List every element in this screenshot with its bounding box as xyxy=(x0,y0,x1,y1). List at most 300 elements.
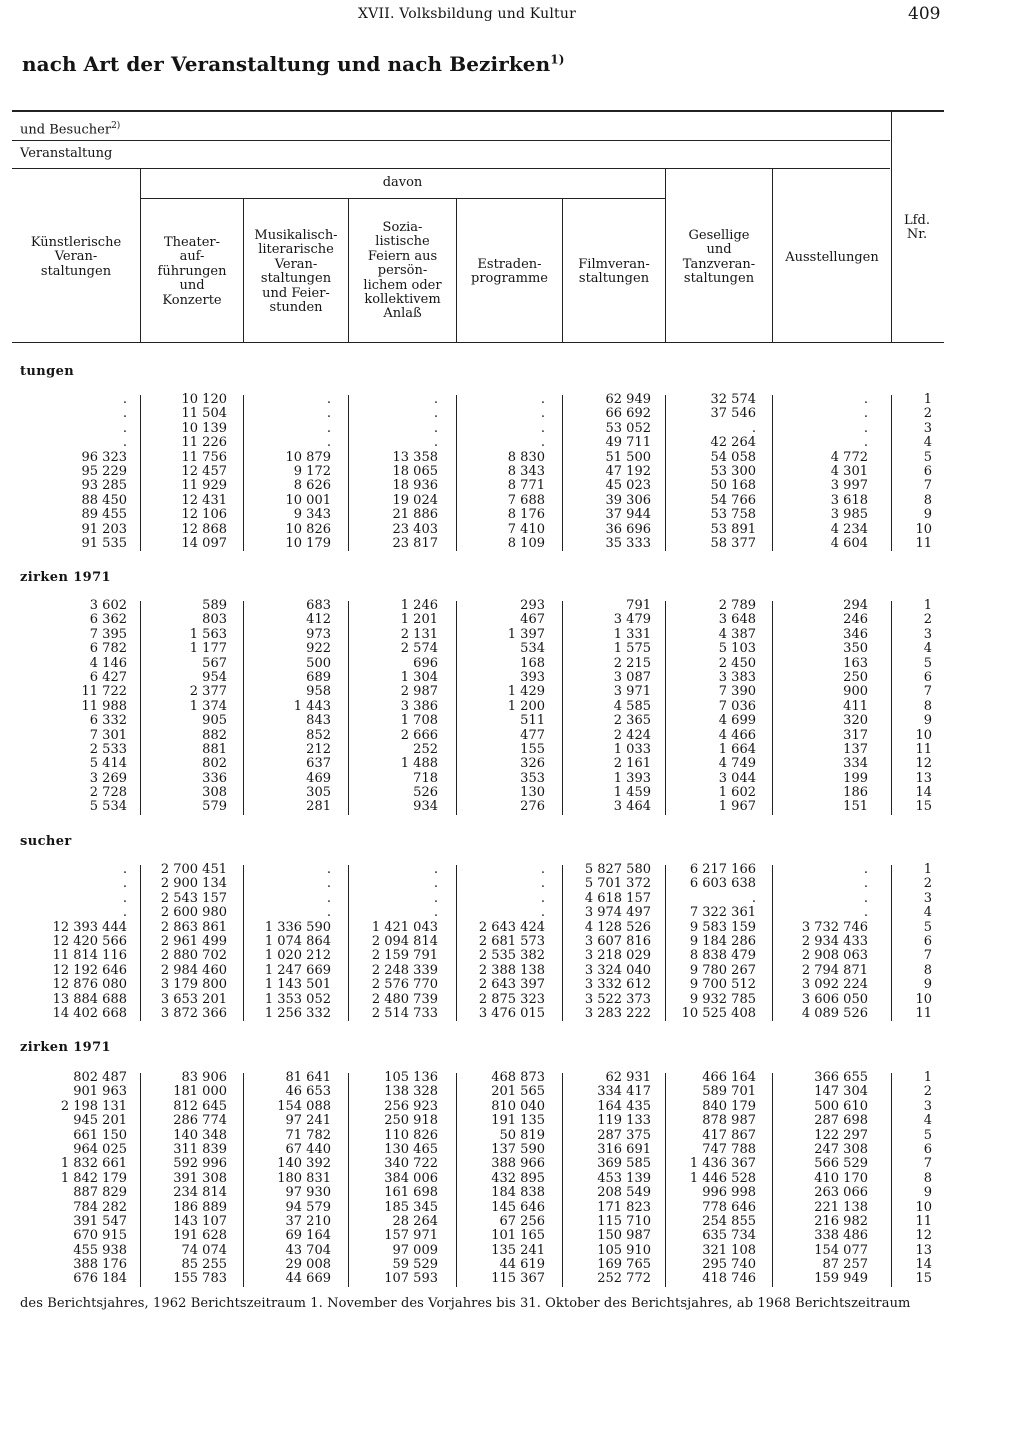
table-cell: 140 392 xyxy=(277,1156,331,1172)
table-cell: 74 074 xyxy=(181,1242,227,1258)
table-cell: 4 749 xyxy=(718,756,756,772)
table-cell: 2 875 323 xyxy=(478,991,545,1007)
table-cell: . xyxy=(122,420,127,436)
table-cell: 3 179 800 xyxy=(160,977,227,993)
table-cell: 53 891 xyxy=(710,521,756,537)
table-cell: 412 xyxy=(306,612,331,628)
table-cell: 62 931 xyxy=(605,1070,651,1085)
table-cell: . xyxy=(540,406,545,422)
table-cell: 350 xyxy=(843,641,868,657)
table-cell: 10 120 xyxy=(181,392,227,407)
table-cell: 8 830 xyxy=(507,449,545,465)
table-cell: 4 387 xyxy=(718,626,756,642)
table-cell: 11 722 xyxy=(81,684,127,700)
row-number-cell: 9 xyxy=(923,977,932,993)
row-number-cell: 15 xyxy=(915,799,932,815)
table-cell: 37 210 xyxy=(285,1213,331,1229)
table-cell: 12 106 xyxy=(181,507,227,523)
table-cell: 3 464 xyxy=(613,799,651,815)
table-cell: 250 xyxy=(843,669,868,685)
table-cell: 526 xyxy=(413,785,438,801)
table-cell: 199 xyxy=(843,770,868,786)
table-cell: 155 783 xyxy=(173,1271,227,1287)
col-header-musikalisch: Musikalisch- literarische Veran- staltungen und Feier- stunden xyxy=(254,228,338,316)
table-cell: 212 xyxy=(306,741,331,757)
table-cell: 36 696 xyxy=(605,521,651,537)
row-number-cell: 13 xyxy=(915,770,932,786)
table-cell: 843 xyxy=(306,713,331,729)
table-cell: 4 128 526 xyxy=(584,919,651,935)
table-cell: 180 831 xyxy=(277,1170,331,1186)
table-cell: . xyxy=(326,406,331,422)
row-number-cell: 3 xyxy=(923,1098,932,1114)
row-number-cell: 9 xyxy=(923,507,932,523)
table-cell: 852 xyxy=(306,727,331,743)
table-cell: 2 535 382 xyxy=(478,948,545,964)
table-cell: 53 300 xyxy=(710,463,756,479)
table-cell: 3 648 xyxy=(718,612,756,628)
data-column xyxy=(318,393,438,551)
table-cell: 14 402 668 xyxy=(52,1005,127,1021)
table-cell: 208 549 xyxy=(597,1185,651,1201)
table-cell: 130 465 xyxy=(384,1141,438,1157)
table-cell: 3 218 029 xyxy=(584,948,651,964)
data-column xyxy=(636,599,756,815)
table-cell: 567 xyxy=(202,655,227,671)
table-cell: 1 446 528 xyxy=(689,1170,756,1186)
table-cell: 12 431 xyxy=(181,492,227,508)
row-number-cell: 14 xyxy=(915,785,932,801)
table-cell: 369 585 xyxy=(597,1156,651,1172)
data-column xyxy=(531,393,651,551)
table-cell: . xyxy=(122,406,127,422)
row-number-cell: 5 xyxy=(923,655,932,671)
table-cell: . xyxy=(863,420,868,436)
table-cell: 1 563 xyxy=(189,626,227,642)
table-cell: 2 863 861 xyxy=(160,919,227,935)
table-cell: 12 876 080 xyxy=(52,977,127,993)
row-number-cell: 4 xyxy=(923,641,932,657)
page-title-footnote-mark: 1) xyxy=(550,52,565,67)
table-cell: 155 xyxy=(520,741,545,757)
table-cell: 145 646 xyxy=(491,1199,545,1215)
row-number-cell: 7 xyxy=(923,478,932,494)
data-column xyxy=(107,599,227,815)
table-cell: 12 192 646 xyxy=(52,962,127,978)
table-cell: 150 987 xyxy=(597,1228,651,1244)
table-cell: 1 459 xyxy=(613,785,651,801)
table-cell: 579 xyxy=(202,799,227,815)
table-cell: 2 131 xyxy=(400,626,438,642)
table-cell: 3 997 xyxy=(830,478,868,494)
table-cell: 81 641 xyxy=(285,1070,331,1085)
table-cell: 393 xyxy=(520,669,545,685)
row-number-cell: 2 xyxy=(923,406,932,422)
table-cell: 119 133 xyxy=(597,1113,651,1129)
table-cell: 1 967 xyxy=(718,799,756,815)
table-cell: 388 966 xyxy=(491,1156,545,1172)
table-cell: 11 988 xyxy=(81,698,127,714)
table-cell: 138 328 xyxy=(384,1084,438,1100)
table-cell: 317 xyxy=(843,727,868,743)
table-cell: 49 711 xyxy=(605,435,651,451)
table-cell: 8 343 xyxy=(507,463,545,479)
table-cell: 996 998 xyxy=(702,1185,756,1201)
table-cell: 276 xyxy=(520,799,545,815)
table-cell: 9 932 785 xyxy=(689,991,756,1007)
table-cell: 2 574 xyxy=(400,641,438,657)
table-cell: 44 669 xyxy=(285,1271,331,1287)
row-number-cell: 8 xyxy=(923,962,932,978)
table-cell: 5 534 xyxy=(89,799,127,815)
table-cell: . xyxy=(122,905,127,921)
table-cell: 263 066 xyxy=(814,1185,868,1201)
table-cell: 6 217 166 xyxy=(689,862,756,877)
row-number-cell: 6 xyxy=(923,1141,932,1157)
table-cell: 689 xyxy=(306,669,331,685)
table-cell: 8 626 xyxy=(293,478,331,494)
table-cell: 810 040 xyxy=(491,1098,545,1114)
table-cell: . xyxy=(540,435,545,451)
table-cell: 334 xyxy=(843,756,868,772)
table-cell: 3 522 373 xyxy=(584,991,651,1007)
table-cell: 432 895 xyxy=(491,1170,545,1186)
table-cell: 305 xyxy=(306,785,331,801)
table-cell: 58 377 xyxy=(710,535,756,551)
table-cell: 840 179 xyxy=(702,1098,756,1114)
table-cell: 1 602 xyxy=(718,785,756,801)
table-cell: 2 934 433 xyxy=(801,933,868,949)
table-cell: 2 094 814 xyxy=(371,933,438,949)
table-cell: 6 427 xyxy=(89,669,127,685)
table-cell: 964 025 xyxy=(73,1141,127,1157)
header-rule-2 xyxy=(12,168,890,169)
table-cell: 10 139 xyxy=(181,420,227,436)
table-cell: 19 024 xyxy=(392,492,438,508)
section-label-visitors-years: sucher xyxy=(20,834,72,849)
table-cell: 88 450 xyxy=(81,492,127,508)
data-column xyxy=(318,863,438,1021)
table-cell: 7 410 xyxy=(507,521,545,537)
table-cell: 83 906 xyxy=(181,1070,227,1085)
table-cell: . xyxy=(540,862,545,877)
table-cell: 905 xyxy=(202,713,227,729)
col-header-gesellige: Gesellige und Tanzveran- staltungen xyxy=(682,228,756,287)
table-cell: 1 443 xyxy=(293,698,331,714)
table-cell: 23 817 xyxy=(392,535,438,551)
table-cell: 2 514 733 xyxy=(371,1005,438,1021)
page-number: 409 xyxy=(908,4,941,24)
table-cell: 2 789 xyxy=(718,598,756,613)
table-cell: 334 417 xyxy=(597,1084,651,1100)
table-cell: 455 938 xyxy=(73,1242,127,1258)
row-number-cell: 2 xyxy=(923,612,932,628)
row-number-cell: 6 xyxy=(923,463,932,479)
table-cell: 1 429 xyxy=(507,684,545,700)
table-cell: 4 772 xyxy=(830,449,868,465)
table-cell: 9 172 xyxy=(293,463,331,479)
table-cell: 500 610 xyxy=(814,1098,868,1114)
table-cell: 97 930 xyxy=(285,1185,331,1201)
row-number-cell: 6 xyxy=(923,933,932,949)
table-cell: 286 774 xyxy=(173,1113,227,1129)
table-cell: 3 653 201 xyxy=(160,991,227,1007)
header-davon: davon xyxy=(382,175,423,190)
table-cell: 2 533 xyxy=(89,741,127,757)
table-cell: 2 984 460 xyxy=(160,962,227,978)
table-cell: 1 331 xyxy=(613,626,651,642)
table-cell: 881 xyxy=(202,741,227,757)
table-cell: 1 421 043 xyxy=(371,919,438,935)
table-cell: 469 xyxy=(306,770,331,786)
data-column xyxy=(812,1071,932,1287)
table-cell: 32 574 xyxy=(710,392,756,407)
table-cell: 308 xyxy=(202,785,227,801)
table-cell: 589 701 xyxy=(702,1084,756,1100)
table-cell: 2 198 131 xyxy=(60,1098,127,1114)
row-number-cell: 3 xyxy=(923,890,932,906)
table-cell: 1 393 xyxy=(613,770,651,786)
table-cell: 802 487 xyxy=(73,1070,127,1085)
table-cell: 388 176 xyxy=(73,1257,127,1273)
row-number-cell: 3 xyxy=(923,626,932,642)
table-cell: 154 077 xyxy=(814,1242,868,1258)
table-cell: 500 xyxy=(306,655,331,671)
table-cell: 4 604 xyxy=(830,535,868,551)
row-number-cell: 10 xyxy=(915,521,932,537)
table-cell: 9 700 512 xyxy=(689,977,756,993)
table-cell: 4 466 xyxy=(718,727,756,743)
table-cell: 12 420 566 xyxy=(52,933,127,949)
table-cell: 336 xyxy=(202,770,227,786)
table-cell: 316 691 xyxy=(597,1141,651,1157)
table-cell: 2 728 xyxy=(89,785,127,801)
table-cell: 11 814 116 xyxy=(52,948,127,964)
table-cell: 105 136 xyxy=(384,1070,438,1085)
row-number-cell: 9 xyxy=(923,1185,932,1201)
table-cell: 2 543 157 xyxy=(160,890,227,906)
table-cell: 511 xyxy=(520,713,545,729)
data-column xyxy=(107,393,227,551)
table-cell: 477 xyxy=(520,727,545,743)
table-cell: . xyxy=(863,392,868,407)
header-rule-1 xyxy=(12,140,890,141)
table-cell: . xyxy=(863,862,868,877)
table-cell: 791 xyxy=(626,598,651,613)
table-cell: 254 855 xyxy=(702,1213,756,1229)
table-cell: 62 949 xyxy=(605,392,651,407)
table-cell: 8 176 xyxy=(507,507,545,523)
header-row-visitors-note: 2) xyxy=(111,121,121,131)
table-cell: 44 619 xyxy=(499,1257,545,1273)
section-label-events-years: tungen xyxy=(20,364,75,379)
table-cell: 3 974 497 xyxy=(584,905,651,921)
page-title xyxy=(22,52,565,76)
table-cell: 159 949 xyxy=(814,1271,868,1287)
table-cell: 3 092 224 xyxy=(801,977,868,993)
table-cell: 958 xyxy=(306,684,331,700)
table-cell: 184 838 xyxy=(491,1185,545,1201)
table-cell: 1 488 xyxy=(400,756,438,772)
table-cell: 747 788 xyxy=(702,1141,756,1157)
table-cell: 878 987 xyxy=(702,1113,756,1129)
table-cell: . xyxy=(122,890,127,906)
row-number-cell: 9 xyxy=(923,713,932,729)
row-number-cell: 14 xyxy=(915,1257,932,1273)
table-cell: 140 348 xyxy=(173,1127,227,1143)
table-cell: . xyxy=(326,890,331,906)
header-bottom-rule xyxy=(12,342,944,343)
data-column xyxy=(531,863,651,1021)
table-cell: 287 375 xyxy=(597,1127,651,1143)
table-cell: 252 xyxy=(413,741,438,757)
table-cell: 47 192 xyxy=(605,463,651,479)
table-cell: 3 985 xyxy=(830,507,868,523)
table-cell: 9 780 267 xyxy=(689,962,756,978)
table-cell: 168 xyxy=(520,655,545,671)
table-cell: . xyxy=(751,890,756,906)
col-header-theater: Theater- auf- führungen und Konzerte xyxy=(157,235,227,308)
table-cell: 3 618 xyxy=(830,492,868,508)
table-cell: 169 765 xyxy=(597,1257,651,1273)
table-cell: 2 600 980 xyxy=(160,905,227,921)
table-cell: 216 982 xyxy=(814,1213,868,1229)
table-cell: 37 944 xyxy=(605,507,651,523)
table-cell: 54 766 xyxy=(710,492,756,508)
table-cell: 346 xyxy=(843,626,868,642)
row-number-cell: 1 xyxy=(923,1070,932,1085)
table-cell: 54 058 xyxy=(710,449,756,465)
table-cell: 589 xyxy=(202,598,227,613)
table-cell: 234 814 xyxy=(173,1185,227,1201)
table-cell: . xyxy=(540,420,545,436)
table-cell: 8 771 xyxy=(507,478,545,494)
row-number-cell: 5 xyxy=(923,919,932,935)
table-cell: 35 333 xyxy=(605,535,651,551)
table-cell: 391 547 xyxy=(73,1213,127,1229)
table-cell: 137 590 xyxy=(491,1141,545,1157)
table-cell: 3 087 xyxy=(613,669,651,685)
table-cell: 94 579 xyxy=(285,1199,331,1215)
table-cell: 812 645 xyxy=(173,1098,227,1114)
table-cell: 6 782 xyxy=(89,641,127,657)
table-cell: 11 504 xyxy=(181,406,227,422)
table-cell: . xyxy=(540,905,545,921)
header-row-event: Veranstaltung xyxy=(20,146,113,161)
table-cell: 1 374 xyxy=(189,698,227,714)
header-top-rule xyxy=(12,110,944,112)
data-column xyxy=(531,599,651,815)
table-cell: 23 403 xyxy=(392,521,438,537)
table-cell: 3 332 612 xyxy=(584,977,651,993)
table-cell: 3 044 xyxy=(718,770,756,786)
table-cell: 2 388 138 xyxy=(478,962,545,978)
table-cell: 417 867 xyxy=(702,1127,756,1143)
table-cell: 5 414 xyxy=(89,756,127,772)
table-cell: 7 395 xyxy=(89,626,127,642)
table-cell: 97 009 xyxy=(392,1242,438,1258)
table-cell: . xyxy=(863,890,868,906)
table-cell: 3 479 xyxy=(613,612,651,628)
table-cell: 122 297 xyxy=(814,1127,868,1143)
table-cell: 366 655 xyxy=(814,1070,868,1085)
table-cell: 287 698 xyxy=(814,1113,868,1129)
table-cell: 1 177 xyxy=(189,641,227,657)
table-cell: 59 529 xyxy=(392,1257,438,1273)
row-number-cell: 4 xyxy=(923,905,932,921)
table-cell: 294 xyxy=(843,598,868,613)
table-cell: 29 008 xyxy=(285,1257,331,1273)
table-cell: . xyxy=(433,406,438,422)
table-cell: 778 646 xyxy=(702,1199,756,1215)
table-cell: 163 xyxy=(843,655,868,671)
table-cell: 1 353 052 xyxy=(264,991,331,1007)
table-cell: 50 819 xyxy=(499,1127,545,1143)
table-cell: 6 362 xyxy=(89,612,127,628)
row-number-cell: 1 xyxy=(923,862,932,877)
table-cell: 2 159 791 xyxy=(371,948,438,964)
table-cell: 110 826 xyxy=(384,1127,438,1143)
table-cell: 418 746 xyxy=(702,1271,756,1287)
table-cell: 6 603 638 xyxy=(689,876,756,892)
table-cell: 164 435 xyxy=(597,1098,651,1114)
table-cell: . xyxy=(540,392,545,407)
table-cell: 107 593 xyxy=(384,1271,438,1287)
row-number-cell: 4 xyxy=(923,1113,932,1129)
table-cell: . xyxy=(326,905,331,921)
table-cell: . xyxy=(863,406,868,422)
table-cell: 934 xyxy=(413,799,438,815)
table-cell: . xyxy=(326,435,331,451)
row-number-cell: 11 xyxy=(915,1213,932,1229)
table-cell: 3 607 816 xyxy=(584,933,651,949)
table-cell: 11 226 xyxy=(181,435,227,451)
data-column xyxy=(211,599,331,815)
table-cell: 683 xyxy=(306,598,331,613)
table-cell: 201 565 xyxy=(491,1084,545,1100)
table-cell: 338 486 xyxy=(814,1228,868,1244)
table-cell: 28 264 xyxy=(392,1213,438,1229)
table-cell: 10 001 xyxy=(285,492,331,508)
data-column xyxy=(531,1071,651,1287)
table-cell: 18 065 xyxy=(392,463,438,479)
table-cell: 115 367 xyxy=(491,1271,545,1287)
col-header-sozialistische: Sozia- listische Feiern aus persön- lichem oder kollektivem Anlaß xyxy=(363,220,442,322)
table-cell: 21 886 xyxy=(392,507,438,523)
table-cell: 900 xyxy=(843,684,868,700)
table-cell: 3 476 015 xyxy=(478,1005,545,1021)
table-cell: 85 255 xyxy=(181,1257,227,1273)
table-cell: 3 602 xyxy=(89,598,127,613)
table-cell: 95 229 xyxy=(81,463,127,479)
table-cell: 973 xyxy=(306,626,331,642)
table-cell: 12 868 xyxy=(181,521,227,537)
row-number-cell: 10 xyxy=(915,991,932,1007)
table-cell: 137 xyxy=(843,741,868,757)
row-number-cell: 10 xyxy=(915,727,932,743)
table-cell: 2 424 xyxy=(613,727,651,743)
table-cell: 185 345 xyxy=(384,1199,438,1215)
table-cell: 1 397 xyxy=(507,626,545,642)
table-cell: 566 529 xyxy=(814,1156,868,1172)
data-column xyxy=(812,393,932,551)
row-number-cell: 8 xyxy=(923,492,932,508)
table-cell: 635 734 xyxy=(702,1228,756,1244)
table-cell: 7 301 xyxy=(89,727,127,743)
table-cell: 89 455 xyxy=(81,507,127,523)
table-cell: 534 xyxy=(520,641,545,657)
table-cell: 2 908 063 xyxy=(801,948,868,964)
